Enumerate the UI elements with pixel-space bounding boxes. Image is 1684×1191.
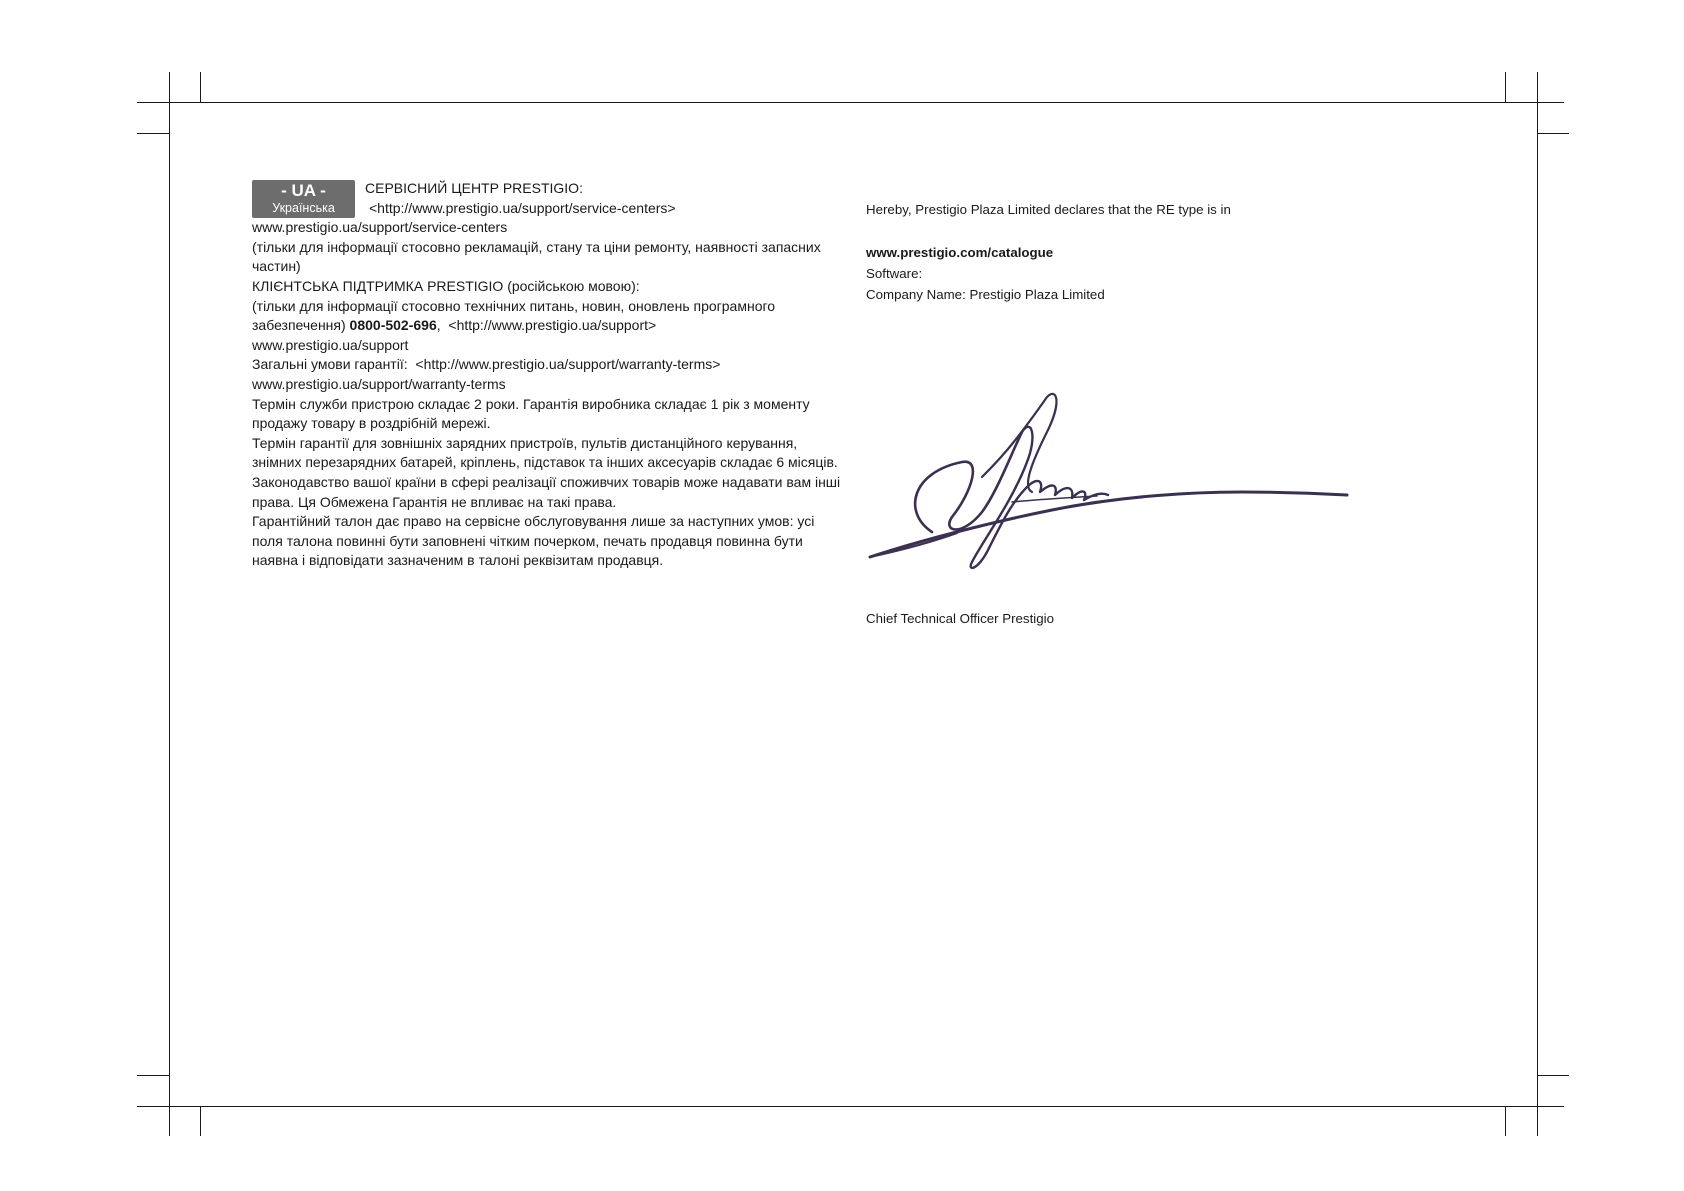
crop-mark-bottom-right bbox=[1537, 1075, 1569, 1076]
warranty-link[interactable]: <http://www.prestigio.ua/support/warranty-terms> bbox=[415, 356, 721, 373]
crop-mark-top bbox=[137, 102, 1564, 103]
support-title: КЛІЄНТСЬКА ПІДТРИМКА PRESTIGIO (російською мовою): bbox=[252, 277, 640, 294]
signer-block bbox=[866, 608, 1386, 629]
language-name: Українська bbox=[272, 201, 335, 215]
service-center-link[interactable] bbox=[252, 199, 842, 219]
frame-left-line bbox=[169, 102, 170, 1106]
support-phone: 0800-502-696 bbox=[349, 317, 437, 334]
declaration-text bbox=[866, 199, 1386, 220]
crop-mark-left-inner-bottom bbox=[200, 1106, 201, 1136]
warranty-url[interactable]: www.prestigio.ua/support/warranty-terms bbox=[252, 375, 506, 392]
support-link[interactable]: <http://www.prestigio.ua/support> bbox=[448, 317, 657, 334]
catalogue-url-text[interactable]: www.prestigio.com/catalogue bbox=[866, 245, 1054, 260]
crop-mark-right-inner-bottom bbox=[1505, 1106, 1506, 1136]
crop-mark-left-inner-top bbox=[200, 72, 201, 102]
coupon-text: Гарантійний талон дає право на сервісне обслуговування лише за наступних умов: усі поля талона повинні бути заповнені чітким почерком, печать продавця повинна бути наявна і відповідати зазначеним в талоні реквізитам продавця. bbox=[252, 513, 815, 569]
crop-mark-top-left bbox=[137, 133, 169, 134]
frame-right-line bbox=[1537, 102, 1538, 1106]
support-note: (тільки для інформації стосовно технічних питань, новин, оновлень програмного забезпечення) bbox=[252, 297, 776, 334]
support-paragraph: (тільки для інформації стосовно технічних питань, новин, оновлень програмного забезпечення) 0800-502-696, <http://www.prestigio.ua/support> bbox=[252, 297, 776, 334]
crop-mark-top-right bbox=[1537, 133, 1569, 134]
software-label: Software: bbox=[866, 266, 923, 281]
service-life-text: Термін служби пристрою складає 2 роки. Гарантія виробника складає 1 рік з моменту продажу товару в роздрібній мережі. bbox=[252, 395, 810, 432]
declaration-details bbox=[866, 242, 1386, 305]
declaration-sentence: Hereby, Prestigio Plaza Limited declares that the RE type is in bbox=[866, 202, 1231, 217]
signer-title: Chief Technical Officer Prestigio bbox=[866, 611, 1054, 626]
crop-mark-right-outer-bottom bbox=[1537, 1075, 1538, 1136]
catalogue-url[interactable] bbox=[866, 242, 1386, 263]
ukrainian-warranty-text bbox=[252, 179, 842, 571]
service-center-note: (тільки для інформації стосовно рекламацій, стану та ціни ремонту, наявності запасних частин) bbox=[252, 238, 821, 275]
crop-mark-right-inner-top bbox=[1505, 72, 1506, 102]
crop-mark-bottom-left bbox=[137, 1075, 169, 1076]
service-center-title: СЕРВІСНИЙ ЦЕНТР PRESTIGIO: bbox=[365, 180, 583, 196]
service-center-url[interactable]: www.prestigio.ua/support/service-centers bbox=[252, 219, 508, 236]
signature-image bbox=[862, 392, 1352, 574]
warranty-terms-line bbox=[252, 355, 842, 375]
accessories-warranty-text: Термін гарантії для зовнішніх зарядних пристроїв, пультів дистанційного керування, знімних перезарядних батарей, кріплень, підставок та інших аксесуарів складає 6 місяців. bbox=[252, 434, 838, 471]
support-url[interactable]: www.prestigio.ua/support bbox=[252, 336, 409, 353]
crop-mark-bottom bbox=[137, 1106, 1564, 1107]
language-code: - UA - bbox=[281, 181, 326, 200]
warranty-label: Загальні умови гарантії: bbox=[252, 356, 408, 373]
legislation-text: Законодавство вашої країни в сфері реалізації споживчих товарів може надавати вам інші права. Ця Обмежена Гарантія не впливає на такі права. bbox=[252, 473, 841, 510]
company-name: Company Name: Prestigio Plaza Limited bbox=[866, 287, 1105, 302]
crop-mark-left-outer-bottom bbox=[169, 1075, 170, 1136]
service-center-link-text[interactable]: <http://www.prestigio.ua/support/service-centers> bbox=[369, 199, 676, 216]
